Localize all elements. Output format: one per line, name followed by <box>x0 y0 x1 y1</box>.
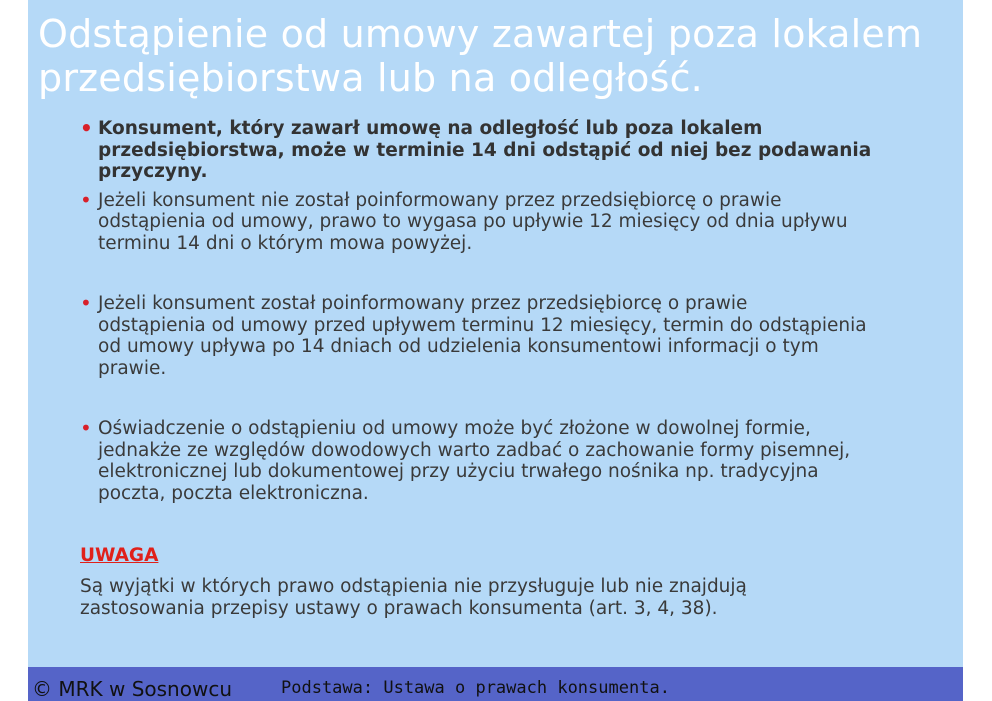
bullet-item <box>80 118 950 183</box>
bullet-text-line: od umowy upływa po 14 dniach od udzielenia konsumentowi informacji o tym <box>98 336 819 357</box>
warning-note-line: Są wyjątki w których prawo odstąpienia nie przysługuje lub nie znajdują <box>80 576 747 597</box>
bullet-text-line: prawie. <box>98 357 167 379</box>
footer-bar <box>28 667 963 701</box>
bullet-text-line: Konsument, który zawarł umowę na odległość lub poza lokalem <box>98 118 763 139</box>
bullet-dot-icon: • <box>80 116 93 140</box>
bullet-item <box>80 187 950 255</box>
bullet-text-line: elektronicznej lub dokumentowej przy użyciu trwałego nośnika np. tradycyjna <box>98 461 819 482</box>
bullet-dot-icon: • <box>80 187 92 212</box>
bullet-text-line: jednakże ze względów dowodowych warto zadbać o zachowanie formy pisemnej, <box>98 439 851 461</box>
bullet-text-line: Jeżeli konsument nie został poinformowany przez przedsiębiorcę o prawie <box>98 189 782 211</box>
slide-title-line: przedsiębiorstwa lub na odległość. <box>38 56 703 100</box>
bullet-text-line: terminu 14 dni o którym mowa powyżej. <box>98 232 473 254</box>
slide-title-line: Odstąpienie od umowy zawartej poza lokalem <box>38 12 923 56</box>
bullet-item <box>80 293 950 379</box>
footer-source: Podstawa: Ustawa o prawach konsumenta. <box>281 678 670 698</box>
bullet-text-line: odstąpienia od umowy, prawo to wygasa po upływie 12 miesięcy od dnia upływu <box>98 211 848 232</box>
slide-title <box>38 12 953 100</box>
bullet-item <box>80 418 950 504</box>
warning-note-line: zastosowania przepisy ustawy o prawach konsumenta (art. 3, 4, 38). <box>80 597 718 619</box>
footer-copyright: © MRK w Sosnowcu <box>32 677 232 701</box>
warning-note <box>80 576 747 619</box>
bullet-text-line: Oświadczenie o odstąpieniu od umowy może być złożone w dowolnej formie, <box>98 418 811 439</box>
bullet-text-line: przedsiębiorstwa, może w terminie 14 dni odstąpić od niej bez podawania <box>98 139 872 161</box>
bullet-text-line: przyczyny. <box>98 161 208 182</box>
bullet-dot-icon: • <box>80 291 92 315</box>
bullet-list <box>80 118 950 504</box>
bullet-text-line: poczta, poczta elektroniczna. <box>98 482 369 504</box>
bullet-dot-icon: • <box>80 416 92 440</box>
slide <box>28 0 963 701</box>
bullet-text-line: odstąpienia od umowy przed upływem terminu 12 miesięcy, termin do odstąpienia <box>98 314 867 336</box>
warning-heading: UWAGA <box>80 545 159 566</box>
bullet-text-line: Jeżeli konsument został poinformowany przez przedsiębiorcę o prawie <box>98 293 748 314</box>
